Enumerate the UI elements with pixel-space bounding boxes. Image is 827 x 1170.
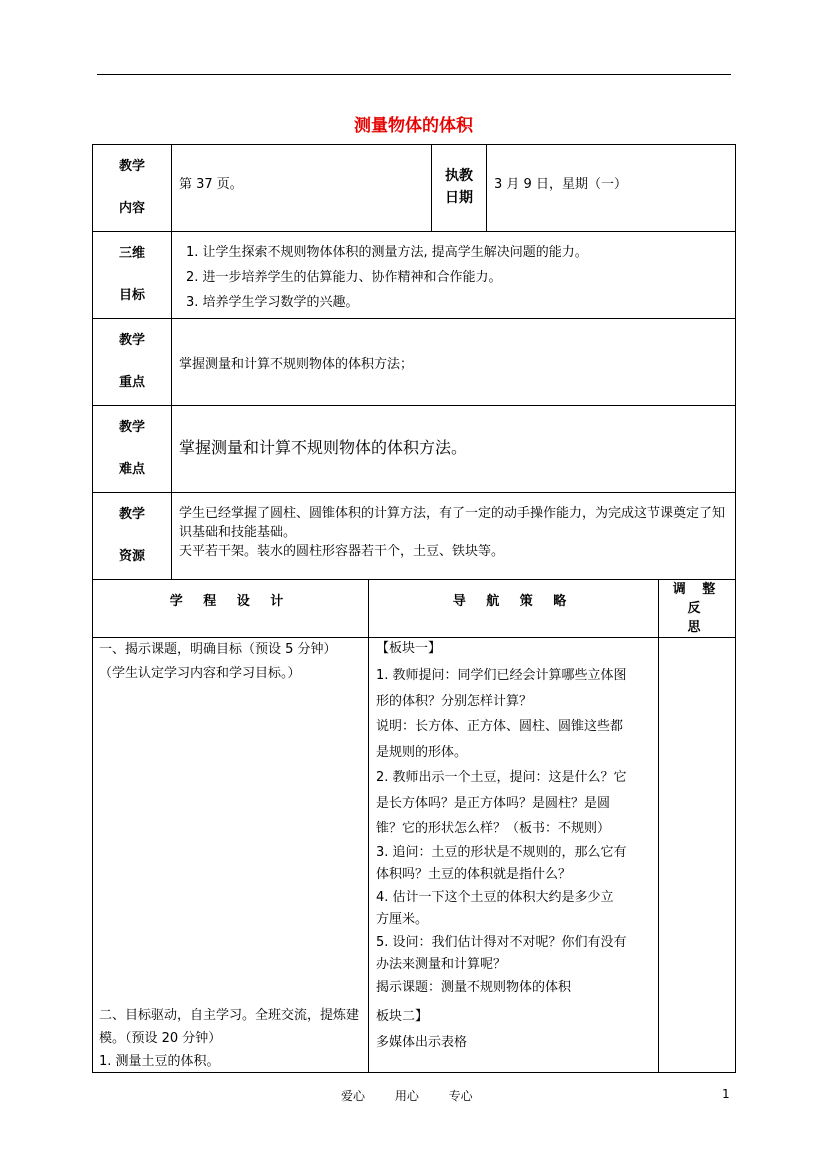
- block2-label: 板块二】: [376, 1009, 429, 1024]
- goals-label: 三维 目标: [93, 232, 172, 319]
- block2-line: 多媒体出示表格: [376, 1034, 468, 1050]
- design-column-header: 学 程 设 计: [93, 580, 369, 638]
- header-rule: [97, 74, 731, 75]
- reflection-cell: [659, 638, 736, 1073]
- goal-item: 2. 进一步培养学生的估算能力、协作精神和合作能力。: [186, 270, 502, 285]
- step1-title: 一、揭示课题，明确目标（预设 5 分钟）: [99, 642, 337, 657]
- row-column-headers: [93, 580, 736, 638]
- strategy-line: 形的体积？分别怎样计算？: [376, 693, 533, 709]
- goals-list: [172, 232, 736, 319]
- difficulty-label: 教学 难点: [93, 406, 172, 493]
- lesson-plan-table: [92, 144, 736, 1073]
- strategy-line: 是规则的形体。: [376, 744, 468, 760]
- strategy-line: 1. 教师提问：同学们已经会计算哪些立体图: [376, 668, 627, 683]
- step2-title: 二、目标驱动，自主学习。全班交流，提炼建模。（预设 20 分钟）: [99, 1008, 360, 1046]
- strategy-line: 办法来测量和计算呢？: [376, 956, 507, 972]
- strategy-line: 是长方体吗？是正方体吗？是圆柱？是圆: [376, 795, 611, 811]
- goal-item: 1. 让学生探索不规则物体体积的测量方法, 提高学生解决问题的能力。: [186, 245, 588, 260]
- row-content: [93, 145, 736, 232]
- row-difficulty: [93, 406, 736, 493]
- content-value: 第 37 页。: [172, 145, 432, 232]
- goal-item: 3. 培养学生学习数学的兴趣。: [186, 295, 359, 310]
- strategy-line: 4. 估计一下这个土豆的体积大约是多少立: [376, 889, 614, 905]
- row-goals: [93, 232, 736, 319]
- strategy-line: 锥？它的形状怎么样？（板书：不规则）: [376, 821, 611, 836]
- page-title: 测量物体的体积: [354, 116, 473, 136]
- design-cell: [93, 638, 369, 1073]
- strategy-line: 说明：长方体、正方体、圆柱、圆锥这些都: [376, 719, 624, 734]
- resources-label: 教学 资源: [93, 493, 172, 580]
- step1-note: （学生认定学习内容和学习目标。）: [99, 666, 301, 681]
- strategy-line: 2. 教师出示一个土豆，提问：这是什么？它: [376, 770, 627, 785]
- strategy-column-header: 导 航 策 略: [369, 580, 659, 638]
- strategy-line: 3. 追问：土豆的形状是不规则的，那么它有: [376, 844, 627, 860]
- focus-label: 教学 重点: [93, 319, 172, 406]
- strategy-cell: [369, 638, 659, 1073]
- page-number: 1: [722, 1087, 730, 1101]
- block1-label: 【板块一】: [376, 641, 442, 656]
- footer-motto: 爱心 用心 专心: [341, 1089, 473, 1103]
- date-value: 3 月 9 日，星期（一）: [487, 145, 736, 232]
- difficulty-value: 掌握测量和计算不规则物体的体积方法。: [172, 406, 736, 493]
- strategy-line: 体积吗？土豆的体积就是指什么？: [376, 866, 572, 882]
- row-resources: [93, 493, 736, 580]
- row-body: [93, 638, 736, 1073]
- row-focus: [93, 319, 736, 406]
- date-label: 执教 日期: [432, 145, 487, 232]
- content-label: 教学 内容: [93, 145, 172, 232]
- strategy-line: 5. 设问：我们估计得对不对呢？你们有没有: [376, 934, 627, 950]
- strategy-line: 揭示课题：测量不规则物体的体积: [376, 979, 572, 995]
- step2-item: 1. 测量土豆的体积。: [99, 1054, 220, 1069]
- reflection-column-header: 调 整 反 思: [659, 580, 736, 638]
- strategy-line: 方厘米。: [376, 911, 429, 927]
- resources-value: 学生已经掌握了圆柱、圆锥体积的计算方法，有了一定的动手操作能力，为完成这节课奠定了知识基础和技能基础。 天平若干架。装水的圆柱形容器若干个，土豆、铁块等。: [172, 493, 736, 580]
- focus-value: 掌握测量和计算不规则物体的体积方法；: [172, 319, 736, 406]
